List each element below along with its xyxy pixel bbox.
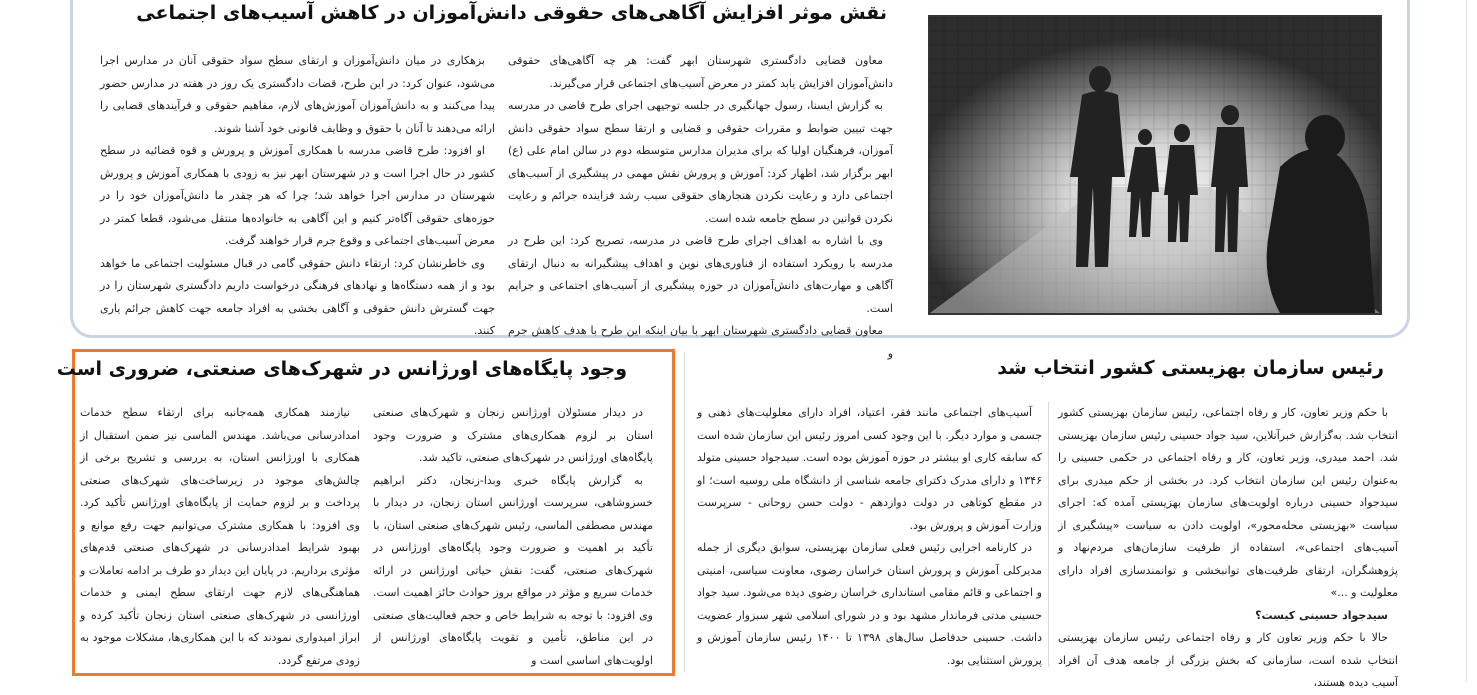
top-article-headline: نقش موثر افزایش آگاهی‌های حقوقی دانش‌آموزان در کاهش آسیب‌های اجتماعی: [136, 2, 887, 24]
paragraph: به گزارش ایسنا، رسول جهانگیری در جلسه توجیهی اجرای طرح قاضی در مدرسه جهت تبیین ضوابط و مقررات حقوقی و قضایی و ارتقا سطح سواد حقوقی دانش آموزان، فرهنگیان اولیا که برای مدیران مدارس متوسطه دوم در سالن امام علی (ع) ابهر برگزار شد، اظهار کرد: آموزش و پرورش نقش مهمی در پیشگیری از آسیب‌های اجتماعی دارد و رعایت نکردن هنجارهای حقوقی سبب رشد فزاینده جرائم و رعایت نکردن قوانین در سطح جامعه شده است.: [508, 99, 893, 225]
paragraph: به گزارش پایگاه خبری وبدا-زنجان، دکتر ابراهیم خسروشاهی، سرپرست اورژانس استان زنجان، در دیدار با مهندس مصطفی الماسی، رئیس شهرک‌های صنعتی استان، با تأکید بر اهمیت و ضرورت وجود پایگاه‌های اورژانس در شهرک‌های صنعتی، گفت: نقش حیاتی اورژانس در ارائه خدمات سریع و مؤثر در مواقع بروز حوادث حائز اهمیت است. وی افزود: با توجه به شرایط خاص و حجم فعالیت‌های صنعتی در این مناطق، تأمین و تقویت پایگاه‌های اورژانس از اولویت‌های اساسی است و: [373, 473, 653, 667]
top-article-column-left: [100, 50, 495, 337]
left-article-headline: وجود پایگاه‌های اورژانس در شهرک‌های صنعتی، ضروری است: [56, 358, 627, 380]
left-article-column-left: [80, 402, 360, 667]
paragraph: با حکم وزیر تعاون، کار و رفاه اجتماعی، رئیس سازمان بهزیستی کشور انتخاب شد. به‌گزارش خبرآنلاین، سید جواد حسینی رئیس سازمان بهزیستی شد. احمد میدری، وزیر تعاون، کار و رفاه اجتماعی در حکمی حسینی را به‌عنوان رئیس این سازمان انتخاب کرد. در بخشی از حکم میدری برای سیدجواد حسینی درباره اولویت‌های سازمان بهزیستی آمده که: اجرای سیاست «بهزیستی محله‌محور»، اولویت دادن به سیاست «پیشگیری از آسیب‌های اجتماعی»، استفاده از ظرفیت سازمان‌های مردم‌نهاد و پژوهشگران، ارتقای ظرفیت‌های توانبخشی و توانمندسازی افراد دارای معلولیت و ...»: [1058, 406, 1398, 599]
paragraph: در کارنامه اجرایی رئیس فعلی سازمان بهزیستی، سوابق دیگری از جمله مدیرکلی آموزش و پرورش استان خراسان رضوی، معاونت سیاسی، امنیتی و اجتماعی و قائم مقامی استانداری خراسان رضوی دیده می‌شود. سید جواد حسینی مدتی فرماندار مشهد بود و در شورای اسلامی شهر سبزوار عضویت داشت. حسینی حدفاصل سال‌های ۱۳۹۸ تا ۱۴۰۰ رئیس سازمان آموزش و پرورش استثنایی بود.: [697, 541, 1043, 667]
right-article-subheading: سیدجواد حسینی کیست؟: [1255, 608, 1388, 622]
paragraph: بزهکاری در میان دانش‌آموزان و ارتقای سطح سواد حقوقی آنان در مدارس اجرا می‌شود، عنوان کرد: در این طرح، قضات دادگستری یک روز در هفته در مدارس حضور پیدا می‌کنند و به دانش‌آموزان آموزش‌های لازم، مفاهیم حقوقی و فرآیندهای قضایی را ارائه می‌دهند تا آنان با حقوق و وظایف قانونی خود آشنا شوند.: [100, 54, 495, 135]
paragraph: معاون قضایی دادگستری شهرستان ابهر گفت: هر چه آگاهی‌های حقوقی دانش‌آموزان افزایش یابد کمتر در معرض آسیب‌های اجتماعی قرار می‌گیرند.: [508, 54, 893, 90]
paragraph: وی خاطرنشان کرد: ارتقاء دانش حقوقی گامی در قبال مسئولیت اجتماعی ما خواهد بود و از همه دستگاه‌ها و نهادهای فرهنگی درخواست داریم دادگستری شهرستان را در جهت گسترش دانش حقوقی و آگاهی بخشی به افراد جامعه جهت کاهش جرائم یاری کنند.: [100, 256, 495, 337]
top-article-photo: [928, 15, 1382, 315]
right-article-column-right: [1058, 402, 1398, 689]
paragraph: معاون قضایی دادگستری شهرستان ابهر با بیان اینکه این طرح با هدف کاهش جرم و: [508, 324, 893, 360]
paragraph: حالا با حکم وزیر تعاون کار و رفاه اجتماعی رئیس سازمان بهزیستی انتخاب شده است، سازمانی که بخش بزرگی از جامعه هدف آن افراد آسیب دیده هستند،: [1058, 631, 1398, 689]
paragraph: در دیدار مسئولان اورژانس زنجان و شهرک‌های صنعتی استان بر لزوم همکاری‌های مشترک و ضرورت وجود پایگاه‌های اورژانس در شهرک‌های صنعتی، تاکید شد.: [373, 406, 653, 464]
right-article-column-left: [697, 402, 1042, 672]
right-article-headline: رئیس سازمان بهزیستی کشور انتخاب شد: [997, 357, 1384, 379]
section-divider: [684, 352, 685, 672]
paragraph: نیازمند همکاری همه‌جانبه برای ارتقاء سطح خدمات امدادرسانی می‌باشد. مهندس الماسی نیز ضمن استقبال از همکاری با اورژانس استان، به بررسی و تشریح برخی از چالش‌های موجود در زیرساخت‌های شهرک‌های صنعتی پرداخت و بر لزوم حمایت از پایگاه‌های اورژانس تأکید کرد. وی افزود: با همکاری مشترک می‌توانیم جهت رفع موانع و بهبود شرایط امدادرسانی در شهرک‌های صنعتی قدم‌های مؤثری برداریم. در پایان این دیدار دو طرف بر ادامه تعاملات و هماهنگی‌های لازم جهت ارتقای سطح ایمنی و خدمات اورژانسی در شهرک‌های صنعتی استان زنجان تأکید کرده و ابراز امیدواری نمودند که با این همکاری‌ها، مشکلات موجود به زودی مرتفع گردد.: [80, 406, 360, 667]
page-edge-rule: [1466, 0, 1467, 682]
column-divider: [1048, 402, 1049, 667]
paragraph: آسیب‌های اجتماعی مانند فقر، اعتیاد، افراد دارای معلولیت‌های ذهنی و جسمی و موارد دیگر. با این وجود کسی امروز رئیس این سازمان شده است که سابقه کاری او بیشتر در حوزه آموزش بوده است. سیدجواد حسینی متولد ۱۳۴۶ و دارای مدرک دکترای جامعه شناسی از دانشگاه ملی روسیه است؛ او در مقطع کوتاهی در دولت دوازدهم - دولت حسن روحانی - سرپرست وزارت آموزش و پرورش بود.: [697, 406, 1042, 532]
paragraph: او افزود: طرح قاضی مدرسه با همکاری آموزش و پرورش و قوه قضائیه در سطح کشور در حال اجرا است و در شهرستان ابهر نیز به زودی با همکاری آموزش و پرورش شهرستان در مدارس اجرا خواهد شد؛ چرا که هر چقدر ما دانش‌آموزان خود را در حوزه‌های حقوقی آگاه‌تر کنیم و این آگاهی به خانواده‌ها منتقل می‌شود، قطعا کمتر در معرض آسیب‌های اجتماعی و وقوع جرم قرار خواهند گرفت.: [100, 144, 495, 247]
left-article-column-right: [373, 402, 653, 667]
top-article-column-right: [508, 50, 893, 360]
paragraph: وی با اشاره به اهداف اجرای طرح قاضی در مدرسه، تصریح کرد: این طرح در مدرسه با رویکرد استفاده از فناوری‌های نوین و اهداف پیشگیرانه به دنبال ارتقای آگاهی و مهارت‌های دانش‌آموزان در حوزه پیشگیری از آسیب‌های اجتماعی و جرایم است.: [508, 234, 893, 315]
